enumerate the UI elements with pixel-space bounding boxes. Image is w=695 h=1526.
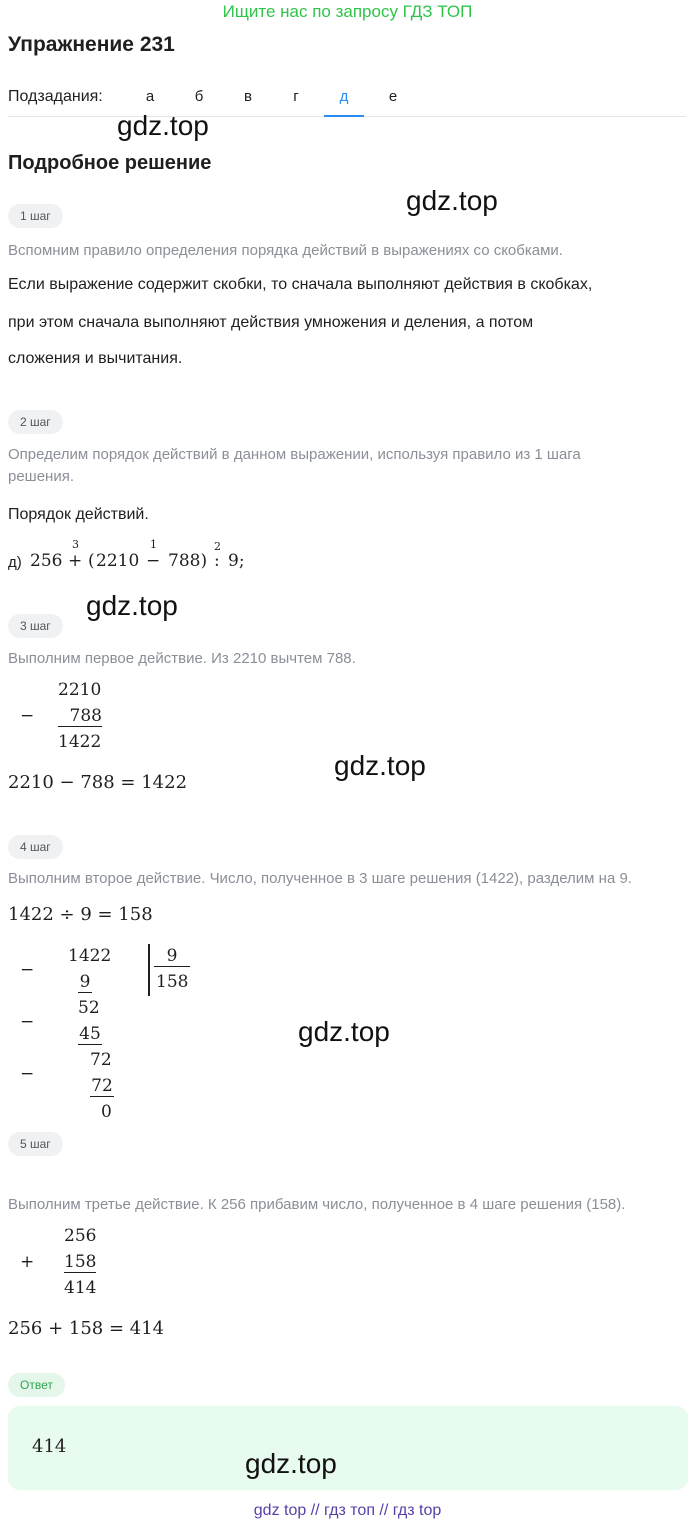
step3-equation: 2210 − 788 = 1422 xyxy=(8,772,188,793)
rule-text: Если выражение содержит скобки, то сначала выполняют действия в скобках, xyxy=(8,276,593,293)
section-title: Подробное решение xyxy=(8,152,212,174)
order-label: Порядок действий. xyxy=(8,506,149,523)
minus-sign: − xyxy=(20,1064,35,1084)
order-marker: 3 xyxy=(72,538,79,551)
step-badge: 4 шаг xyxy=(8,835,63,859)
division-row: 0 xyxy=(101,1102,112,1122)
watermark: gdz.top xyxy=(334,750,426,781)
minus-sign: − xyxy=(20,706,35,726)
subtasks-bar xyxy=(8,86,686,117)
order-expression xyxy=(8,540,308,580)
step-hint: Выполним первое действие. Из 2210 вычтем 788. xyxy=(8,650,356,667)
minus-sign: − xyxy=(20,960,35,980)
expr-number: 9; xyxy=(228,551,245,571)
answer-badge: Ответ xyxy=(8,1373,65,1397)
watermark: gdz.top xyxy=(245,1448,337,1479)
tab-d[interactable]: д xyxy=(324,88,364,117)
expr-operator: : xyxy=(214,551,220,571)
step-hint: решения. xyxy=(8,468,75,485)
minus-sign: − xyxy=(20,1012,35,1032)
tab-v[interactable]: в xyxy=(244,88,252,105)
answer-value: 414 xyxy=(32,1436,67,1457)
step5-equation: 256 + 158 = 414 xyxy=(8,1318,165,1339)
quotient: 158 xyxy=(156,972,189,992)
step4-equation: 1422 ÷ 9 = 158 xyxy=(8,904,153,925)
watermark: gdz.top xyxy=(117,110,209,141)
expr-number: 788) xyxy=(168,551,208,571)
expression-prefix: д) xyxy=(8,554,22,571)
column-subtraction xyxy=(8,678,128,756)
page-title: Упражнение 231 xyxy=(8,33,175,56)
expr-paren: ( xyxy=(88,551,95,571)
rule-text: при этом сначала выполняют действия умножения и деления, а потом xyxy=(8,314,534,331)
division-row: 72 xyxy=(91,1076,113,1096)
dividend: 1422 xyxy=(68,946,112,966)
division-row: 72 xyxy=(90,1050,112,1070)
division-row: 45 xyxy=(79,1024,101,1044)
tab-e[interactable]: е xyxy=(388,88,398,105)
expr-number: 256 xyxy=(30,551,63,571)
difference: 1422 xyxy=(58,732,102,752)
step-badge: 2 шаг xyxy=(8,410,63,434)
step-hint: Выполним второе действие. Число, полученное в 3 шаге решения (1422), разделим на 9. xyxy=(8,870,632,887)
order-marker: 1 xyxy=(150,538,157,551)
step-hint: Вспомним правило определения порядка действий в выражениях со скобками. xyxy=(8,242,563,259)
step-badge: 1 шаг xyxy=(8,204,63,228)
divisor: 9 xyxy=(154,946,190,967)
expr-number: 2210 xyxy=(96,551,140,571)
footer-links[interactable]: gdz top // гдз топ // гдз top xyxy=(253,1502,442,1519)
tab-g[interactable]: г xyxy=(293,88,299,105)
step-hint: Выполним третье действие. К 256 прибавим число, полученное в 4 шаге решения (158). xyxy=(8,1196,626,1213)
minuend: 2210 xyxy=(58,680,102,700)
watermark: gdz.top xyxy=(86,590,178,621)
addend: 158 xyxy=(64,1252,97,1272)
plus-sign: + xyxy=(20,1252,35,1272)
tab-b[interactable]: б xyxy=(194,88,204,105)
expr-operator: + xyxy=(68,551,83,571)
tab-a[interactable]: а xyxy=(145,88,155,105)
watermark: gdz.top xyxy=(298,1016,390,1047)
long-division xyxy=(8,940,208,1130)
division-row: 9 xyxy=(79,972,91,992)
search-banner[interactable]: Ищите нас по запросу ГДЗ ТОП xyxy=(222,2,473,21)
rule-text: сложения и вычитания. xyxy=(8,350,183,367)
division-bar xyxy=(148,944,150,996)
column-addition xyxy=(8,1222,128,1302)
sum: 414 xyxy=(64,1278,97,1298)
step-hint: Определим порядок действий в данном выражении, используя правило из 1 шага xyxy=(8,446,581,463)
order-marker: 2 xyxy=(214,540,221,553)
subtrahend: 788 xyxy=(58,706,102,727)
subtasks-label: Подзадания: xyxy=(8,88,103,105)
division-row: 52 xyxy=(78,998,100,1018)
addend: 256 xyxy=(64,1226,97,1246)
watermark: gdz.top xyxy=(406,185,498,216)
step-badge: 5 шаг xyxy=(8,1132,63,1156)
answer-box xyxy=(8,1406,688,1490)
expr-operator: − xyxy=(146,551,161,571)
step-badge: 3 шаг xyxy=(8,614,63,638)
